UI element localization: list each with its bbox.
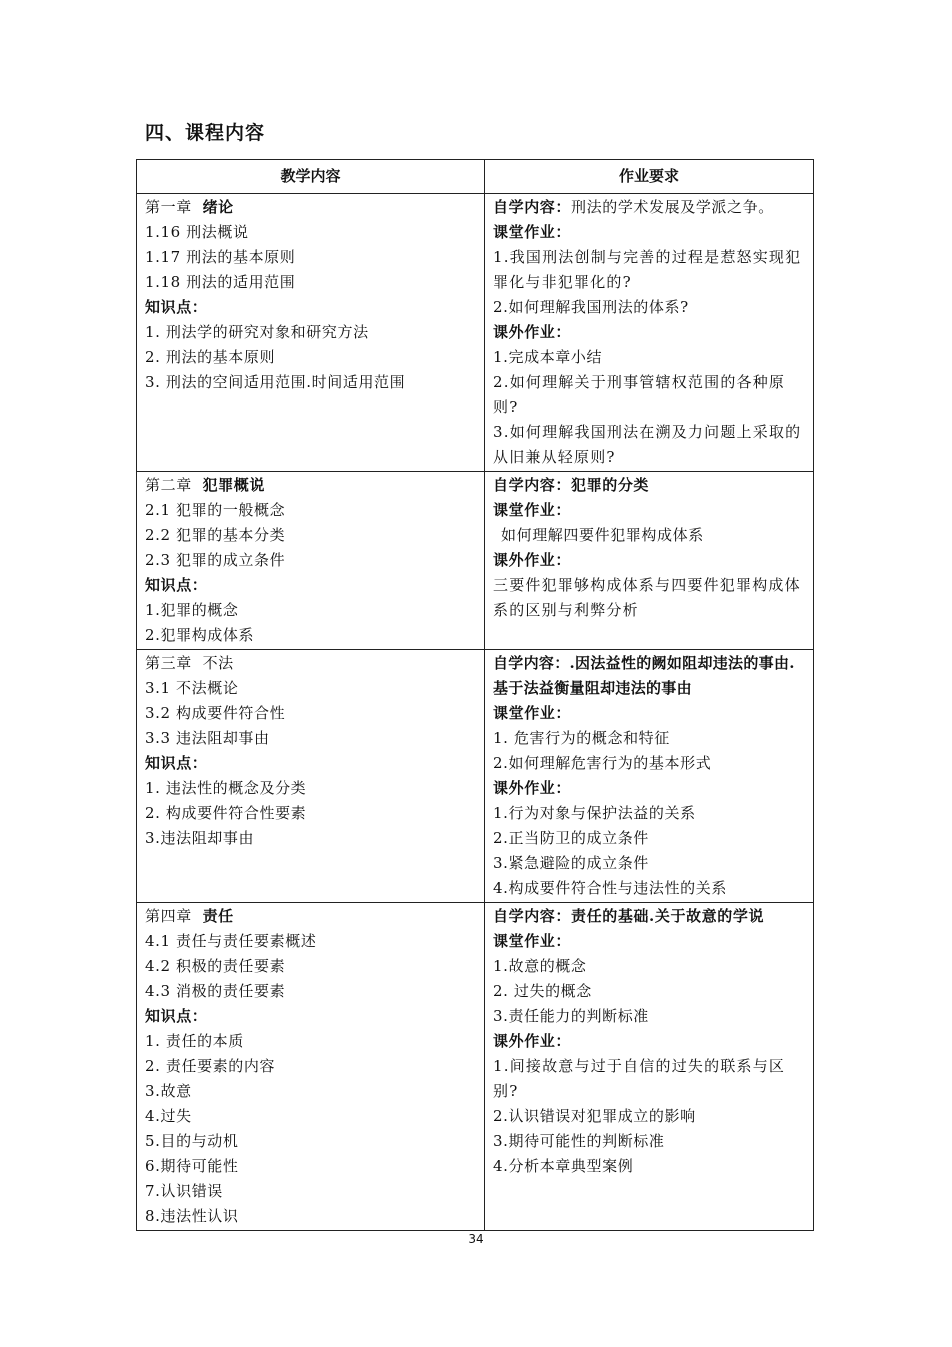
table-row — [137, 903, 814, 1231]
homework-label: 课外作业： — [493, 779, 572, 797]
knowledge-point: 1.犯罪的概念 — [145, 601, 239, 619]
table-header-row — [137, 160, 814, 194]
section-title: 四、课程内容 — [145, 122, 266, 144]
table-row — [137, 194, 814, 472]
self-study: 自学内容：.因法益性的阙如阻却违法的事由.基于法益衡量阻却违法的事由 — [493, 654, 795, 697]
topic: 1.17 刑法的基本原则 — [145, 248, 296, 266]
table-row — [137, 472, 814, 650]
teaching-content-cell — [137, 903, 485, 1231]
assignment-cell — [485, 194, 814, 472]
knowledge-points-label: 知识点： — [145, 298, 208, 316]
topic: 4.1 责任与责任要素概述 — [145, 932, 317, 950]
classwork-item: 2.如何理解我国刑法的体系? — [493, 298, 689, 316]
page-number: 34 — [468, 1232, 484, 1246]
homework-item: 2.正当防卫的成立条件 — [493, 829, 649, 847]
topic: 4.3 消极的责任要素 — [145, 982, 286, 1000]
teaching-content-cell — [137, 472, 485, 650]
knowledge-point: 1. 责任的本质 — [145, 1032, 244, 1050]
knowledge-point: 3.违法阻却事由 — [145, 829, 255, 847]
homework-item: 1.行为对象与保护法益的关系 — [493, 804, 696, 822]
topic: 3.3 违法阻却事由 — [145, 729, 270, 747]
topic: 2.3 犯罪的成立条件 — [145, 551, 286, 569]
knowledge-points-label: 知识点： — [145, 754, 208, 772]
topic: 3.1 不法概论 — [145, 679, 239, 697]
classwork-item: 1. 危害行为的概念和特征 — [493, 729, 670, 747]
homework-label: 课外作业： — [493, 323, 572, 341]
homework-item: 2.认识错误对犯罪成立的影响 — [493, 1107, 696, 1125]
knowledge-point: 2.犯罪构成体系 — [145, 626, 255, 644]
topic: 2.2 犯罪的基本分类 — [145, 526, 286, 544]
topic: 3.2 构成要件符合性 — [145, 704, 286, 722]
classwork-item: 1.我国刑法创制与完善的过程是惹怒实现犯罪化与非犯罪化的? — [493, 248, 802, 291]
self-study: 自学内容：刑法的学术发展及学派之争。 — [493, 198, 774, 216]
topic: 2.1 犯罪的一般概念 — [145, 501, 286, 519]
classwork-item: 3.责任能力的判断标准 — [493, 1007, 649, 1025]
homework-item: 三要件犯罪够构成体系与四要件犯罪构成体系的区别与利弊分析 — [493, 576, 801, 619]
homework-item: 4.分析本章典型案例 — [493, 1157, 634, 1175]
assignment-cell — [485, 472, 814, 650]
homework-label: 课外作业： — [493, 551, 572, 569]
knowledge-point: 2. 刑法的基本原则 — [145, 348, 276, 366]
assignment-cell — [485, 650, 814, 903]
classwork-label: 课堂作业： — [493, 501, 572, 519]
header-assignment-requirements: 作业要求 — [485, 160, 814, 194]
knowledge-point: 4.过失 — [145, 1107, 192, 1125]
knowledge-point: 3. 刑法的空间适用范围.时间适用范围 — [145, 373, 406, 391]
knowledge-point: 2. 责任要素的内容 — [145, 1057, 276, 1075]
homework-item: 2.如何理解关于刑事管辖权范围的各种原则? — [493, 373, 786, 416]
classwork-label: 课堂作业： — [493, 704, 572, 722]
header-teaching-content: 教学内容 — [137, 160, 485, 194]
chapter-heading: 第一章 绪论 — [145, 198, 234, 216]
chapter-heading: 第四章 责任 — [145, 907, 234, 925]
topic: 1.18 刑法的适用范围 — [145, 273, 296, 291]
chapter-heading: 第二章 犯罪概说 — [145, 476, 265, 494]
homework-item: 4.构成要件符合性与违法性的关系 — [493, 879, 727, 897]
teaching-content-cell — [137, 194, 485, 472]
chapter-heading: 第三章 不法 — [145, 654, 234, 672]
self-study: 自学内容：犯罪的分类 — [493, 476, 650, 494]
teaching-content-cell — [137, 650, 485, 903]
assignment-cell — [485, 903, 814, 1231]
classwork-item: 2. 过失的概念 — [493, 982, 592, 1000]
knowledge-point: 3.故意 — [145, 1082, 192, 1100]
homework-item: 3.紧急避险的成立条件 — [493, 854, 649, 872]
classwork-item: 2.如何理解危害行为的基本形式 — [493, 754, 712, 772]
knowledge-point: 8.违法性认识 — [145, 1207, 239, 1225]
classwork-item: 如何理解四要件犯罪构成体系 — [501, 526, 704, 544]
knowledge-point: 1. 违法性的概念及分类 — [145, 779, 307, 797]
knowledge-point: 1. 刑法学的研究对象和研究方法 — [145, 323, 369, 341]
homework-label: 课外作业： — [493, 1032, 572, 1050]
course-content-table — [136, 159, 814, 1231]
homework-item: 1.完成本章小结 — [493, 348, 603, 366]
knowledge-points-label: 知识点： — [145, 576, 208, 594]
homework-item: 3.期待可能性的判断标准 — [493, 1132, 665, 1150]
knowledge-point: 7.认识错误 — [145, 1182, 223, 1200]
homework-item: 1.间接故意与过于自信的过失的联系与区别? — [493, 1057, 786, 1100]
knowledge-point: 2. 构成要件符合性要素 — [145, 804, 307, 822]
classwork-item: 1.故意的概念 — [493, 957, 587, 975]
knowledge-point: 5.目的与动机 — [145, 1132, 239, 1150]
topic: 4.2 积极的责任要素 — [145, 957, 286, 975]
self-study: 自学内容：责任的基础.关于故意的学说 — [493, 907, 765, 925]
knowledge-point: 6.期待可能性 — [145, 1157, 239, 1175]
table-row — [137, 650, 814, 903]
classwork-label: 课堂作业： — [493, 223, 572, 241]
topic: 1.16 刑法概说 — [145, 223, 249, 241]
knowledge-points-label: 知识点： — [145, 1007, 208, 1025]
homework-item: 3.如何理解我国刑法在溯及力问题上采取的从旧兼从轻原则? — [493, 423, 802, 466]
classwork-label: 课堂作业： — [493, 932, 572, 950]
